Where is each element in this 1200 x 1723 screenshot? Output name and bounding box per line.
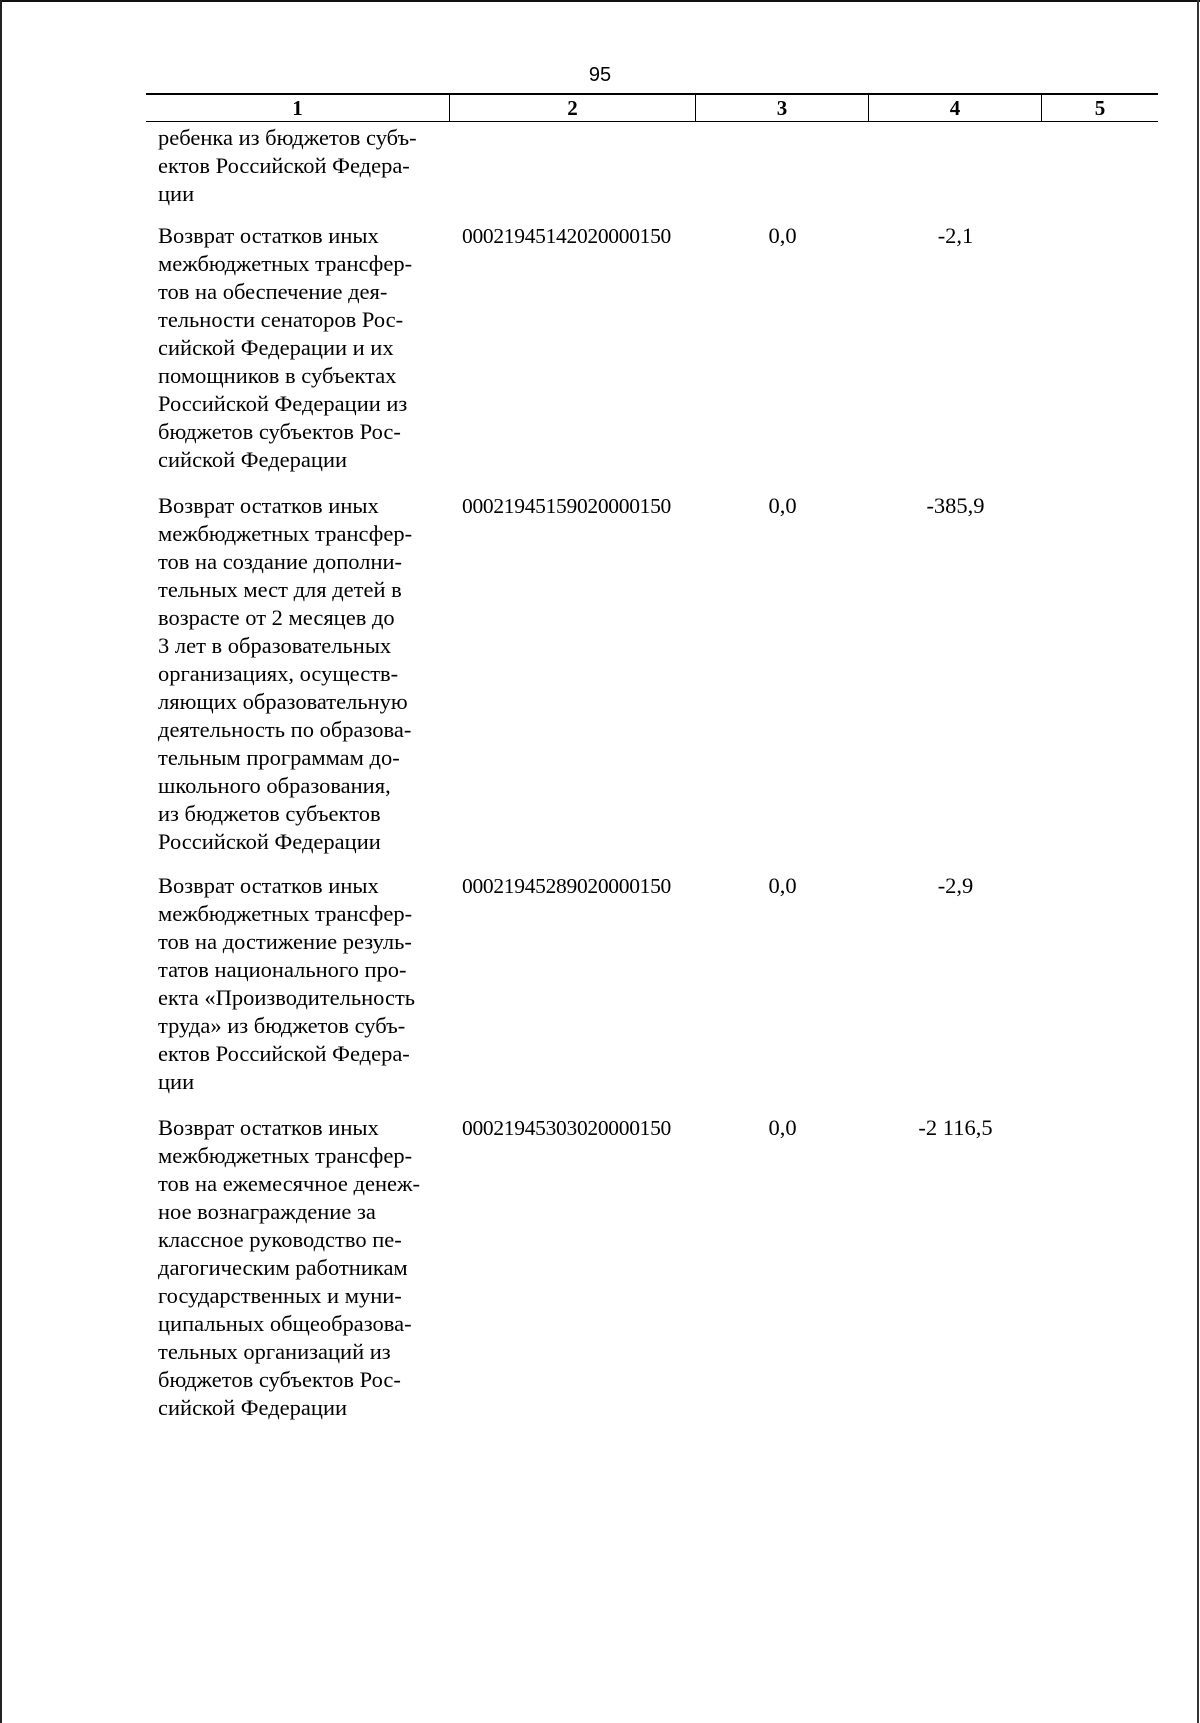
description-line: из бюджетов субъектов xyxy=(158,801,381,826)
description-line: татов национального про- xyxy=(158,957,407,982)
description-line: Возврат остатков иных xyxy=(158,223,379,248)
row-code: 00021945289020000150 xyxy=(462,874,672,898)
description-line: Российской Федерации из xyxy=(158,391,408,416)
description-line: труда» из бюджетов субъ- xyxy=(158,1013,406,1038)
description-line: помощников в субъектах xyxy=(158,363,397,388)
description-line: тов на ежемесячное денеж- xyxy=(158,1171,421,1196)
description-line: ребенка из бюджетов субъ- xyxy=(158,125,417,150)
page-border-top xyxy=(0,0,1200,2)
row-code: 00021945303020000150 xyxy=(462,1116,672,1140)
description-line: тов на достижение резуль- xyxy=(158,929,412,954)
description-line: тов на создание дополни- xyxy=(158,549,403,574)
page-border-right xyxy=(1197,0,1199,1723)
row-description xyxy=(158,1114,446,1422)
description-line: екта «Производительность xyxy=(158,985,416,1010)
description-line: ектов Российской Федера- xyxy=(158,1041,410,1066)
row-col4: -385,9 xyxy=(926,493,985,518)
description-line: ляющих образовательную xyxy=(158,689,408,714)
description-line: Возврат остатков иных xyxy=(158,873,379,898)
description-line: государственных и муни- xyxy=(158,1283,402,1308)
row-col3: 0,0 xyxy=(768,493,797,518)
description-line: тельных мест для детей в xyxy=(158,577,402,602)
row-description xyxy=(158,124,446,208)
description-line: ции xyxy=(158,1069,195,1094)
row-description xyxy=(158,872,446,1096)
row-description xyxy=(158,492,446,856)
page-number: 95 xyxy=(588,64,612,86)
description-line: ципальных общеобразова- xyxy=(158,1311,412,1336)
row-col3: 0,0 xyxy=(768,223,797,248)
row-col3: 0,0 xyxy=(768,1115,797,1140)
description-line: бюджетов субъектов Рос- xyxy=(158,1367,401,1392)
description-line: сийской Федерации и их xyxy=(158,335,394,360)
description-line: межбюджетных трансфер- xyxy=(158,901,413,926)
description-line: дагогическим работникам xyxy=(158,1255,408,1280)
header-col-1: 1 xyxy=(146,95,450,121)
description-line: Российской Федерации xyxy=(158,829,381,854)
description-line: межбюджетных трансфер- xyxy=(158,521,413,546)
description-line: 3 лет в образовательных xyxy=(158,633,392,658)
description-line: ции xyxy=(158,181,195,206)
header-col-4: 4 xyxy=(869,95,1042,121)
description-line: тельности сенаторов Рос- xyxy=(158,307,404,332)
description-line: школьного образования, xyxy=(158,773,391,798)
description-line: ектов Российской Федера- xyxy=(158,153,410,178)
description-line: межбюджетных трансфер- xyxy=(158,251,413,276)
description-line: сийской Федерации xyxy=(158,447,348,472)
description-line: классное руководство пе- xyxy=(158,1227,402,1252)
description-line: Возврат остатков иных xyxy=(158,493,379,518)
row-col4: -2,9 xyxy=(937,873,974,898)
description-line: сийской Федерации xyxy=(158,1395,348,1420)
description-line: тельным программам до- xyxy=(158,745,400,770)
description-line: возрасте от 2 месяцев до xyxy=(158,605,395,630)
row-description xyxy=(158,222,446,474)
header-col-3: 3 xyxy=(696,95,869,121)
row-code: 00021945159020000150 xyxy=(462,494,672,518)
row-col3: 0,0 xyxy=(768,873,797,898)
row-code: 00021945142020000150 xyxy=(462,224,672,248)
row-col4: -2,1 xyxy=(937,223,974,248)
row-col4: -2 116,5 xyxy=(918,1115,993,1140)
table-header xyxy=(146,93,1158,122)
description-line: тельных организаций из xyxy=(158,1339,391,1364)
description-line: ное вознаграждение за xyxy=(158,1199,376,1224)
description-line: деятельность по образова- xyxy=(158,717,412,742)
header-col-5: 5 xyxy=(1094,96,1106,120)
description-line: бюджетов субъектов Рос- xyxy=(158,419,401,444)
description-line: организациях, осуществ- xyxy=(158,661,399,686)
description-line: межбюджетных трансфер- xyxy=(158,1143,413,1168)
description-line: Возврат остатков иных xyxy=(158,1115,379,1140)
header-col-2: 2 xyxy=(450,95,696,121)
description-line: тов на обеспечение дея- xyxy=(158,279,388,304)
page-border-left xyxy=(0,0,2,1723)
